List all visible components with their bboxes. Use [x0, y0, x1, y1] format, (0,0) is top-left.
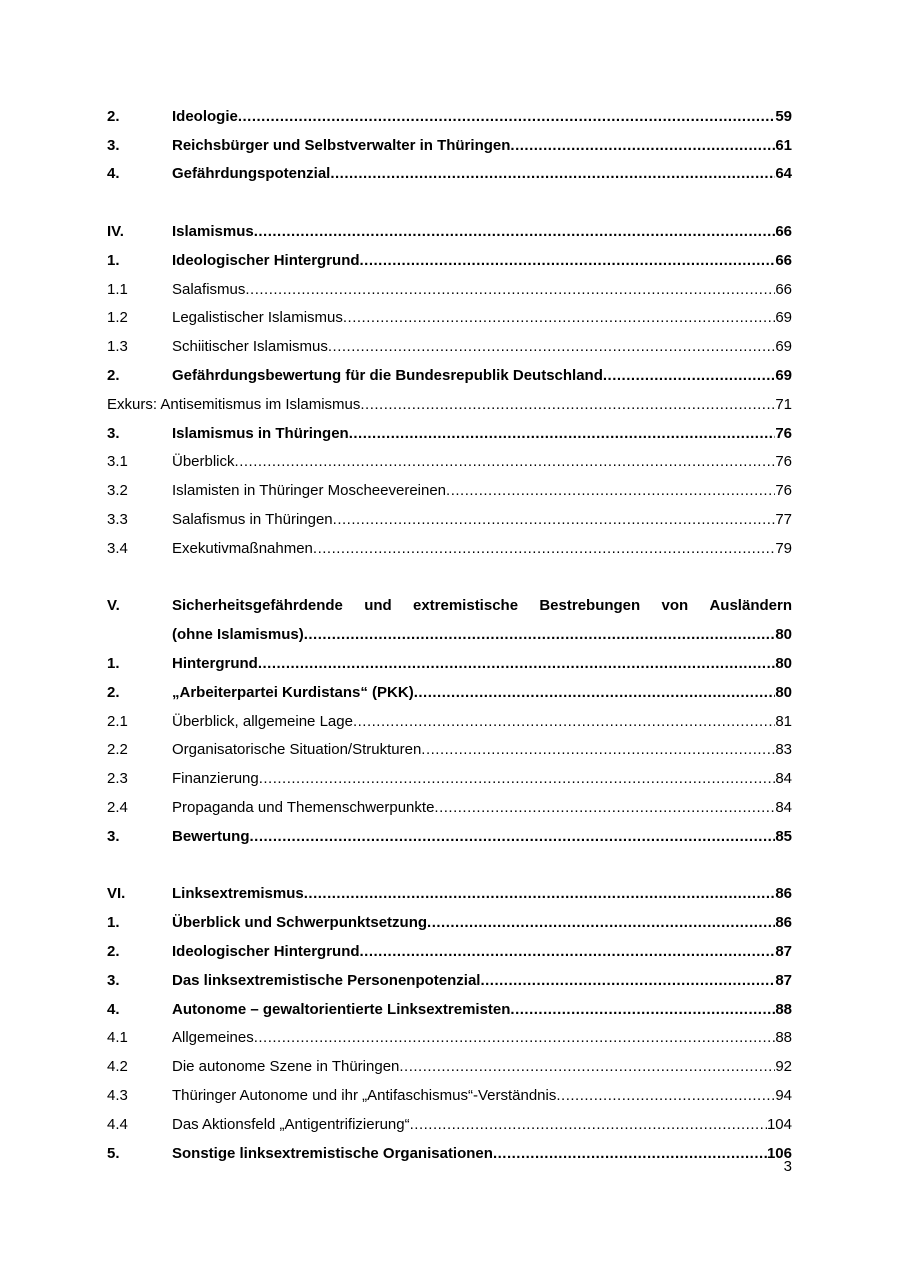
toc-entry-number: 2.2: [107, 741, 128, 759]
toc-entry-title: Propaganda und Themenschwerpunkte: [172, 799, 435, 817]
toc-dot-leader: [427, 914, 775, 931]
toc-entry: [107, 592, 792, 621]
toc-entry: [107, 1081, 792, 1110]
toc-entry-title: Linksextremismus: [172, 885, 304, 903]
toc-entry-page: 88: [775, 1029, 792, 1047]
toc-entry-page: 64: [775, 165, 792, 183]
toc-entry-number: 2.1: [107, 712, 128, 730]
toc-entry-page: 94: [775, 1086, 792, 1104]
toc-entry-title: Exkurs: Antisemitismus im Islamismus: [107, 395, 361, 413]
toc-entry-page: 80: [775, 655, 792, 673]
toc-dot-leader: [446, 482, 775, 499]
toc-entry-number: 2.3: [107, 770, 128, 788]
toc-entry: [107, 908, 792, 937]
toc-entry: [107, 160, 792, 189]
toc-entry: [107, 620, 792, 649]
toc-entry-page: 79: [775, 539, 792, 557]
toc-entry-number: 5.: [107, 1144, 120, 1162]
toc-entry-page: 106: [766, 1144, 792, 1162]
toc-entry-number: 4.4: [107, 1115, 128, 1133]
toc-entry: [107, 361, 792, 390]
toc-entry-page: 87: [775, 943, 792, 960]
toc-entry-title: Ideologie: [172, 107, 238, 125]
toc-entry-title: Finanzierung: [172, 770, 259, 788]
toc-entry-page: 76: [775, 482, 792, 500]
toc-entry-title: Schiitischer Islamismus: [172, 338, 328, 356]
toc-entry-number: 3.3: [107, 511, 128, 529]
toc-entry-page: 69: [775, 309, 792, 327]
toc-entry-number: 1.: [107, 655, 120, 673]
toc-entry: [107, 131, 792, 160]
toc-entry-number: 3.: [107, 971, 120, 989]
toc-entry-number: 1.: [107, 914, 120, 932]
toc-entry: [107, 1052, 792, 1081]
toc-entry-title: Allgemeines: [172, 1029, 254, 1047]
toc-entry-title: Islamisten in Thüringer Moscheevereinen: [172, 482, 447, 500]
toc-entry: [107, 102, 792, 131]
toc-entry: [107, 246, 792, 275]
toc-entry: [107, 419, 792, 448]
toc-dot-leader: [360, 252, 776, 269]
toc-entry-title: Das Aktionsfeld „Antigentrifizierung“: [172, 1115, 410, 1133]
toc-entry: [107, 1024, 792, 1053]
toc-entry-title-word: von: [661, 597, 689, 615]
toc-entry-number: 1.3: [107, 338, 128, 356]
toc-entry: [107, 678, 792, 707]
toc-entry-page: 83: [775, 741, 792, 759]
toc-entry-number: 4.2: [107, 1058, 128, 1076]
toc-entry-number: 3.: [107, 136, 120, 154]
toc-entry-title: Bewertung: [172, 827, 250, 845]
toc-dot-leader: [304, 626, 776, 643]
toc-entry-page: 66: [775, 280, 792, 298]
toc-entry-title: Überblick, allgemeine Lage: [172, 712, 353, 730]
toc-entry-title: Die autonome Szene in Thüringen: [172, 1058, 400, 1076]
toc-dot-leader: [245, 281, 775, 298]
toc-entry-title-word: Bestrebungen: [539, 597, 641, 615]
toc-entry-title: (ohne Islamismus): [172, 626, 304, 644]
toc-entry-title: Islamismus in Thüringen: [172, 424, 349, 442]
toc-entry-page: 87: [775, 971, 792, 989]
toc-entry: [107, 764, 792, 793]
toc-entry-page: 76: [775, 424, 792, 442]
toc-entry-page: 71: [775, 395, 792, 413]
toc-entry-page: 80: [775, 626, 792, 644]
toc-entry-number: 1.2: [107, 309, 128, 327]
toc-entry-title: [172, 597, 792, 614]
toc-entry: [107, 476, 792, 505]
toc-entry-title: Gefährdungsbewertung für die Bundesrepublik Deutschland: [172, 367, 603, 385]
toc-entry-title: Legalistischer Islamismus: [172, 309, 343, 327]
toc-dot-leader: [259, 770, 776, 787]
toc-entry-number: 3.2: [107, 482, 128, 500]
toc-entry-title: Ideologischer Hintergrund: [172, 943, 360, 960]
toc-entry-page: 61: [775, 136, 792, 154]
toc-entry-page: 92: [775, 1058, 792, 1076]
toc-entry: [107, 332, 792, 361]
toc-entry-number: 2.: [107, 943, 120, 960]
toc-entry-number: 4.: [107, 165, 120, 183]
toc-entry: [107, 649, 792, 678]
toc-dot-leader: [510, 137, 775, 154]
toc-entry: [107, 822, 792, 851]
toc-entry-page: 76: [775, 453, 792, 471]
toc-entry-number: 4.: [107, 1000, 120, 1018]
toc-entry-page: 59: [775, 107, 792, 125]
toc-entry-page: 80: [775, 683, 792, 701]
toc-entry-number: 3.1: [107, 453, 128, 471]
toc-entry-page: 86: [775, 914, 792, 932]
toc-entry: [107, 736, 792, 765]
toc-entry-number: 4.1: [107, 1029, 128, 1047]
page-number: 3: [783, 1158, 792, 1175]
toc-entry-title: Salafismus: [172, 280, 246, 298]
toc-dot-leader: [333, 511, 776, 528]
toc-entry-page: 84: [775, 770, 792, 788]
toc-entry-number: 4.3: [107, 1086, 128, 1104]
toc-entry: [107, 966, 792, 995]
toc-entry-title: Das linksextremistische Personenpotenzial: [172, 971, 481, 989]
toc-entry: [107, 505, 792, 534]
toc-entry-number: 1.1: [107, 280, 128, 298]
toc-dot-leader: [304, 885, 776, 902]
toc-entry: [107, 937, 792, 966]
toc-entry-page: 88: [775, 1000, 792, 1018]
toc-entry: [107, 1110, 792, 1139]
toc-entry-title: Salafismus in Thüringen: [172, 511, 333, 529]
toc-entry-title-word: Ausländern: [709, 597, 792, 615]
toc-entry-title: „Arbeiterpartei Kurdistans“ (PKK): [172, 683, 414, 701]
toc-entry-number: V.: [107, 597, 120, 615]
toc-dot-leader: [360, 396, 775, 413]
toc-dot-leader: [510, 1001, 775, 1018]
toc-entry-number: 2.4: [107, 799, 128, 817]
toc-entry-number: 1.: [107, 251, 120, 269]
toc-dot-leader: [258, 655, 775, 672]
toc-dot-leader: [421, 741, 775, 758]
toc-entry-page: 85: [775, 827, 792, 845]
toc-entry-title: Überblick: [172, 453, 235, 471]
toc-entry-page: 104: [766, 1115, 792, 1133]
toc-dot-leader: [254, 223, 776, 240]
toc-entry-page: 69: [775, 338, 792, 356]
toc-entry-title: Thüringer Autonome und ihr „Antifaschismus“-Verständnis: [172, 1086, 557, 1104]
toc-entry-number: 3.: [107, 827, 120, 845]
toc-dot-leader: [343, 309, 775, 326]
toc-entry-title: Islamismus: [172, 223, 254, 241]
toc-entry-page: 66: [775, 223, 792, 241]
toc-entry-title-word: Sicherheitsgefährdende: [172, 597, 343, 615]
toc-entry-number: 2.: [107, 683, 120, 701]
toc-entry: [107, 304, 792, 333]
toc-entry: [107, 880, 792, 909]
toc-entry-number: 2.: [107, 367, 120, 385]
toc-entry-title: Hintergrund: [172, 655, 258, 673]
toc-dot-leader: [434, 799, 775, 816]
toc-entry-page: 66: [775, 251, 792, 269]
toc-entry-title: Autonome – gewaltorientierte Linksextremisten: [172, 1000, 511, 1018]
toc-entry-page: 81: [775, 712, 792, 730]
toc-dot-leader: [349, 425, 776, 442]
toc-dot-leader: [328, 338, 775, 355]
toc-entry-number: VI.: [107, 885, 126, 903]
toc-entry: [107, 275, 792, 304]
toc-entry-title-word: und: [364, 597, 392, 615]
toc-entry: [107, 390, 792, 419]
toc-entry: [107, 534, 792, 563]
toc-entry: [107, 707, 792, 736]
toc-dot-leader: [399, 1058, 775, 1075]
toc-entry-title: Gefährdungspotenzial: [172, 165, 331, 183]
toc-entry-number: IV.: [107, 223, 124, 241]
toc-entry-title: Reichsbürger und Selbstverwalter in Thüringen: [172, 136, 511, 154]
toc-dot-leader: [603, 367, 775, 384]
toc-entry-title: Sonstige linksextremistische Organisationen: [172, 1144, 493, 1162]
toc-entry-number: 3.4: [107, 539, 128, 557]
toc-entry-number: 3.: [107, 424, 120, 442]
toc-dot-leader: [480, 972, 775, 989]
toc-dot-leader: [250, 828, 776, 845]
toc-entry: [107, 217, 792, 246]
toc-dot-leader: [410, 1116, 767, 1133]
toc-entry-page: 86: [775, 885, 792, 903]
toc-dot-leader: [313, 540, 775, 557]
toc-entry: [107, 995, 792, 1024]
toc-entry: [107, 448, 792, 477]
toc-entry-title-word: extremistische: [412, 597, 519, 615]
toc-entry-page: 69: [775, 367, 792, 385]
toc-dot-leader: [556, 1087, 775, 1104]
toc-entry: [107, 793, 792, 822]
toc-dot-leader: [353, 713, 775, 730]
toc-dot-leader: [254, 1029, 776, 1046]
toc-dot-leader: [238, 108, 775, 125]
toc-dot-leader: [330, 165, 775, 182]
toc-entry-title: Ideologischer Hintergrund: [172, 251, 360, 269]
toc-dot-leader: [360, 943, 776, 960]
toc-entry-title: Exekutivmaßnahmen: [172, 539, 313, 557]
toc-entry-title: Organisatorische Situation/Strukturen: [172, 741, 422, 759]
table-of-contents: [107, 102, 792, 1167]
toc-dot-leader: [235, 453, 776, 470]
toc-entry-page: 84: [775, 799, 792, 817]
toc-entry-title: Überblick und Schwerpunktsetzung: [172, 914, 428, 932]
toc-entry-page: 77: [775, 511, 792, 529]
toc-entry-number: 2.: [107, 107, 120, 125]
toc-dot-leader: [414, 684, 776, 701]
